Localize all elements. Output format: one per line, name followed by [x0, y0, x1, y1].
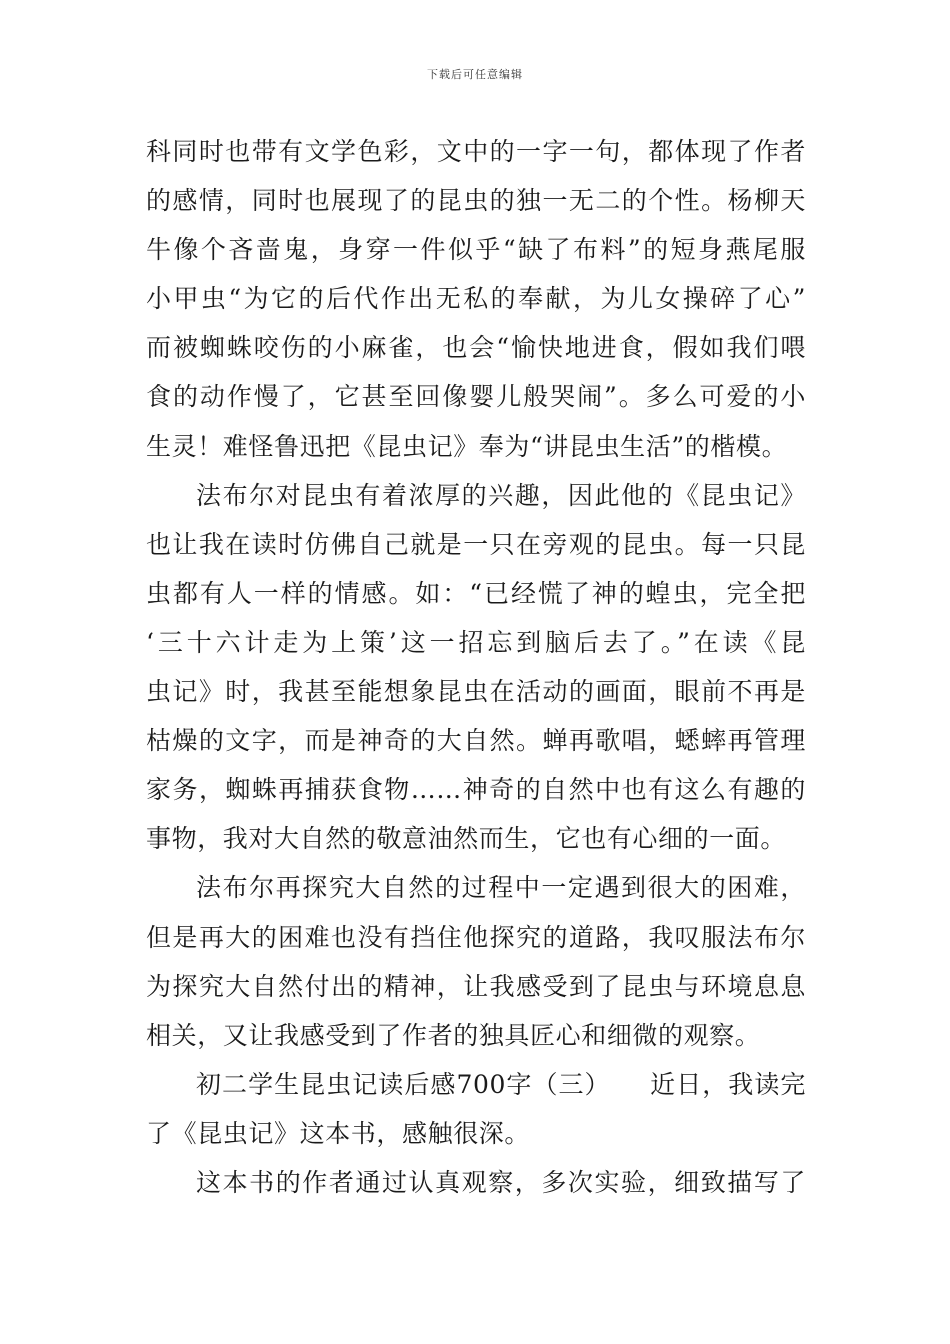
- text-line: 食的动作慢了，它甚至回像婴儿般哭闹”。多么可爱的小: [146, 382, 806, 412]
- text-line: 的感情，同时也展现了的昆虫的独一无二的个性。杨柳天: [146, 186, 806, 216]
- text-line: 家务，蜘蛛再捕获食物……神奇的自然中也有这么有趣的: [146, 775, 806, 805]
- text-line: 法布尔对昆虫有着浓厚的兴趣，因此他的《昆虫记》: [196, 480, 806, 510]
- text-line: 初二学生昆虫记读后感700字（三） 近日，我读完: [196, 1069, 806, 1099]
- page-header: 下载后可任意编辑: [427, 68, 523, 81]
- text-line: 科同时也带有文学色彩，文中的一字一句，都体现了作者: [146, 137, 806, 166]
- text-line: 而被蜘蛛咬伤的小麻雀，也会“愉快地进食，假如我们喂: [146, 333, 806, 363]
- text-line: 法布尔再探究大自然的过程中一定遇到很大的困难，: [196, 873, 806, 903]
- text-line: 小甲虫“为它的后代作出无私的奉献，为儿女操碎了心”: [146, 284, 806, 314]
- text-line: 了《昆虫记》这本书，感触很深。: [146, 1118, 531, 1148]
- text-line: 也让我在读时仿佛自己就是一只在旁观的昆虫。每一只昆: [146, 529, 806, 559]
- text-line: 但是再大的困难也没有挡住他探究的道路，我叹服法布尔: [146, 922, 806, 952]
- text-line: 虫记》时，我甚至能想象昆虫在活动的画面，眼前不再是: [146, 677, 806, 707]
- document-body: [146, 127, 806, 1207]
- text-line: ‘三十六计走为上策’这一招忘到脑后去了。”在读《昆: [146, 627, 806, 657]
- text-line: 虫都有人一样的情感。如：“已经慌了神的蝗虫，完全把: [146, 578, 806, 608]
- text-line: 相关，又让我感受到了作者的独具匠心和细微的观察。: [146, 1020, 761, 1050]
- text-line: 事物，我对大自然的敬意油然而生，它也有心细的一面。: [146, 824, 787, 854]
- text-line: 牛像个吝啬鬼，身穿一件似乎“缺了布料”的短身燕尾服: [146, 235, 806, 265]
- text-line: 这本书的作者通过认真观察，多次实验，细致描写了: [196, 1167, 806, 1197]
- text-line: 枯燥的文字，而是神奇的大自然。蝉再歌唱，蟋蟀再管理: [146, 726, 806, 756]
- text-line: 为探究大自然付出的精神，让我感受到了昆虫与环境息息: [146, 971, 806, 1001]
- text-line: 生灵！难怪鲁迅把《昆虫记》奉为“讲昆虫生活”的楷模。: [146, 431, 788, 461]
